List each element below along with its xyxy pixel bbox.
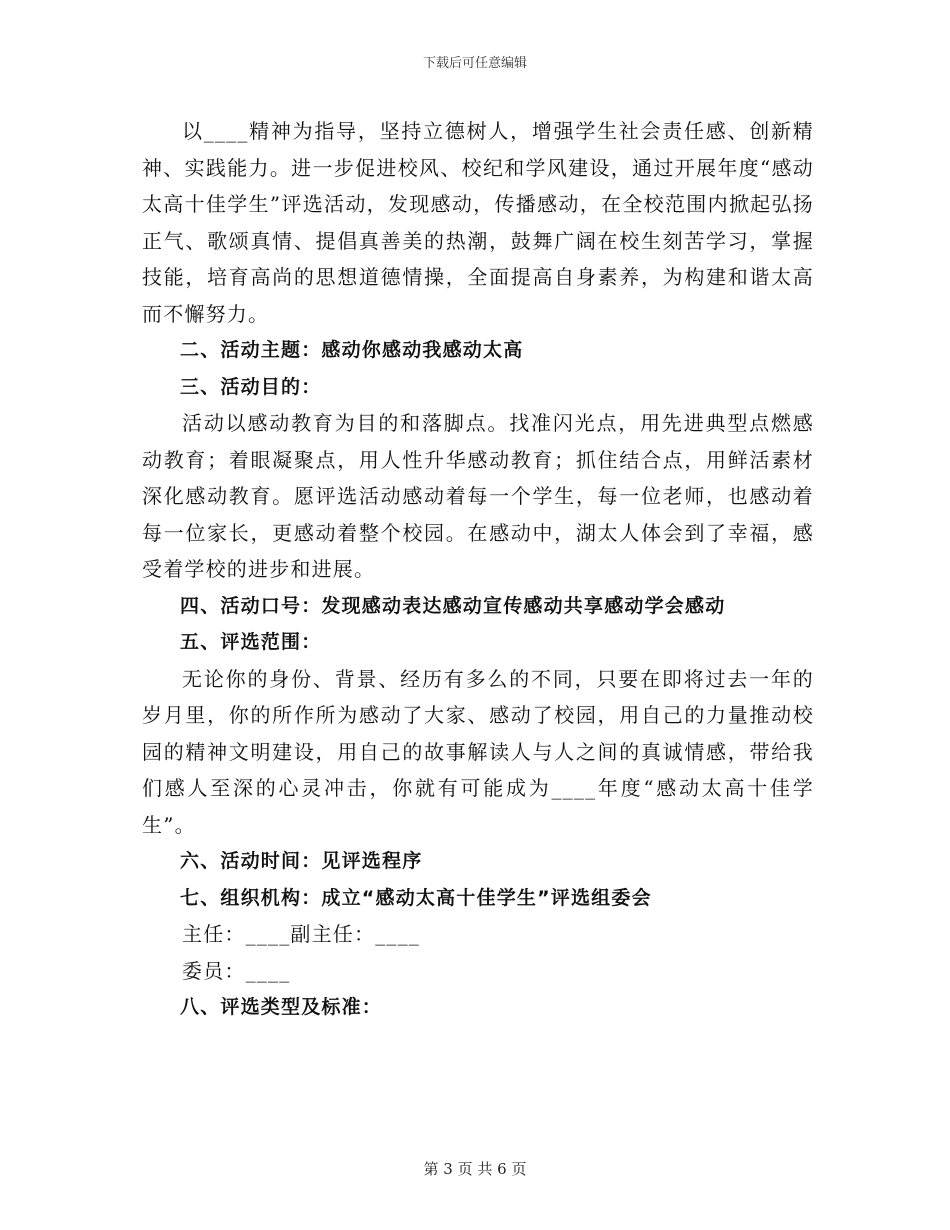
page-footer: 第 3 页 共 6 页 (423, 1160, 527, 1178)
section-time-heading: 六、活动时间：见评选程序 (180, 850, 423, 872)
intro-paragraph: 以____精神为指导，坚持立德树人，增强学生社会责任感、创新精神、实践能力。进一步促进校风、校纪和学风建设，通过开展年度“感动太高十佳学生”评选活动，发现感动，传播感动，在全校范围内掀起弘扬正气、歌颂真情、提倡真善美的热潮，鼓舞广阔在校生刻苦学习，掌握技能，培育高尚的思想道德情操，全面提高自身素养，为构建和谐太高而不懈努力。 (142, 119, 814, 326)
section-organization-heading: 七、组织机构：成立“感动太高十佳学生”评选组委会 (180, 886, 652, 909)
section-criteria-heading: 八、评选类型及标准： (180, 996, 383, 1018)
document-body (142, 113, 814, 1026)
section-scope-heading: 五、评选范围： (180, 631, 322, 653)
purpose-paragraph: 活动以感动教育为目的和落脚点。找准闪光点，用先进典型点燃感动教育；着眼凝聚点，用人性升华感动教育；抓住结合点，用鲜活素材深化感动教育。愿评选活动感动着每一个学生，每一位老师，也感动着每一位家长，更感动着整个校园。在感动中，湖太人体会到了幸福，感受着学校的进步和进展。 (142, 411, 814, 581)
section-slogan-heading: 四、活动口号：发现感动表达感动宣传感动共享感动学会感动 (180, 594, 726, 617)
director-line: 主任：____副主任：____ (182, 922, 420, 946)
section-theme-heading: 二、活动主题：感动你感动我感动太高 (180, 339, 524, 361)
header-note: 下载后可任意编辑 (422, 56, 527, 71)
member-line: 委员：____ (182, 958, 291, 983)
section-purpose-heading: 三、活动目的： (180, 375, 322, 398)
scope-paragraph: 无论你的身份、背景、经历有多么的不同，只要在即将过去一年的岁月里，你的所作所为感动了大家、感动了校园，用自己的力量推动校园的精神文明建设，用自己的故事解读人与人之间的真诚情感，带给我们感人至深的心灵冲击，你就有可能成为____年度“感动太高十佳学生”。 (142, 666, 814, 837)
